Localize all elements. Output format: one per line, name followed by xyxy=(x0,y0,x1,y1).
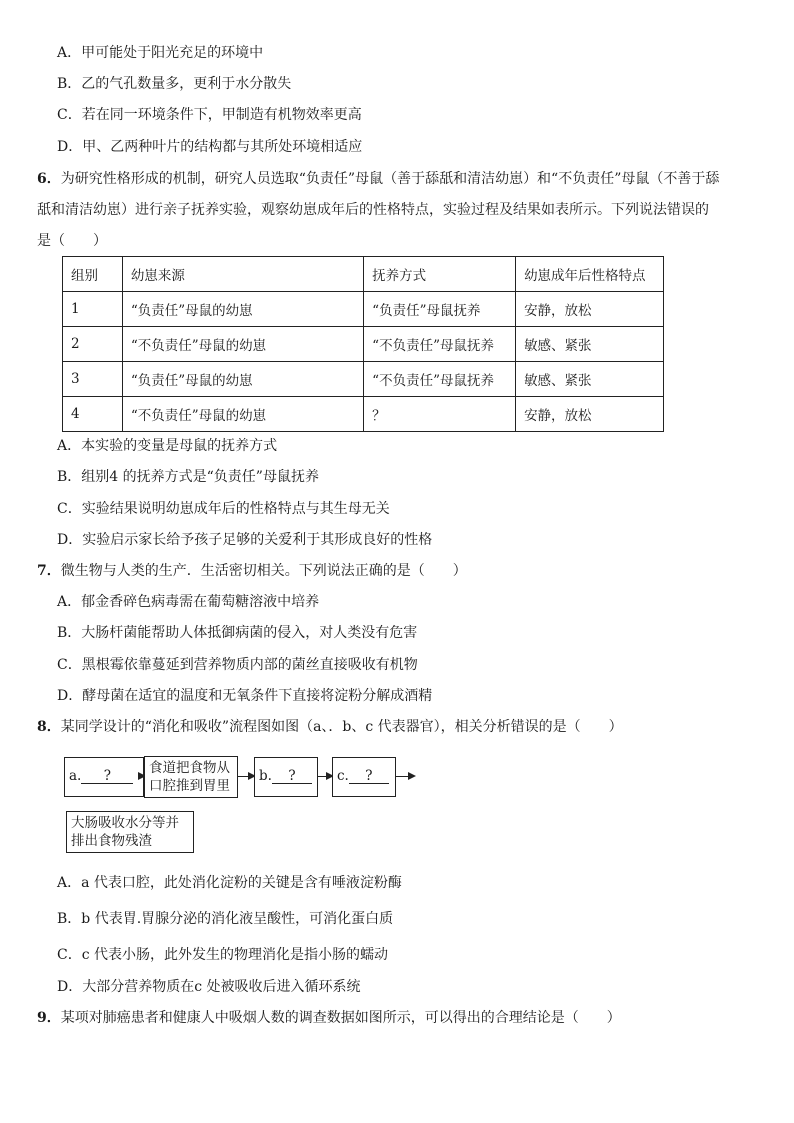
table-row xyxy=(63,327,664,362)
table-cell: “不负责任”母鼠抚养 xyxy=(364,362,516,397)
table-cell: 3 xyxy=(63,362,123,397)
table-cell: “不负责任”母鼠抚养 xyxy=(364,327,516,362)
table-row xyxy=(63,397,664,432)
q8-option-d: D．大部分营养物质在c 处被吸收后进入循环系统 xyxy=(57,979,361,995)
flow-box-b: b. ? xyxy=(254,757,318,797)
table-cell: “负责任”母鼠抚养 xyxy=(364,292,516,327)
q9-number: 9． xyxy=(37,1010,61,1026)
q7-option-d: D．酵母菌在适宜的温度和无氧条件下直接将淀粉分解成酒精 xyxy=(57,688,433,704)
table-cell: 安静，放松 xyxy=(516,397,664,432)
q7-option-a: A．郁金香碎色病毒需在葡萄糖溶液中培养 xyxy=(57,594,320,610)
table-cell: 1 xyxy=(63,292,123,327)
q6-option-d: D．实验启示家长给予孩子足够的关爱利于其形成良好的性格 xyxy=(57,532,433,548)
flow-box-a: a. ? xyxy=(64,757,144,797)
q6-option-c: C．实验结果说明幼崽成年后的性格特点与其生母无关 xyxy=(57,501,390,517)
q6-number: 6． xyxy=(37,171,61,187)
flow-box-colon: 大肠吸收水分等并 排出食物残渣 xyxy=(66,811,194,853)
q6-stem-line1: 6．为研究性格形成的机制，研究人员选取“负责任”母鼠（善于舔舐和清洁幼崽）和“不负责任”母鼠（不善于舔 xyxy=(37,171,720,187)
q6-option-a: A．本实验的变量是母鼠的抚养方式 xyxy=(57,438,278,454)
flow-arrow xyxy=(396,776,414,777)
q5-option-d: D．甲、乙两种叶片的结构都与其所处环境相适应 xyxy=(57,139,363,155)
header-source: 幼崽来源 xyxy=(122,257,363,292)
q8-option-b: B．b 代表胃.胃腺分泌的消化液呈酸性，可消化蛋白质 xyxy=(57,911,394,927)
q6-option-b: B．组别4 的抚养方式是“负责任”母鼠抚养 xyxy=(57,469,319,485)
q8-option-c: C．c 代表小肠，此外发生的物理消化是指小肠的蠕动 xyxy=(57,947,389,963)
flow-box-esophagus: 食道把食物从 口腔推到胃里 xyxy=(144,756,238,798)
table-cell: “负责任”母鼠的幼崽 xyxy=(122,292,363,327)
q6-experiment-table xyxy=(62,256,664,432)
table-cell: 敏感、紧张 xyxy=(516,327,664,362)
q7-option-c: C．黑根霉依靠蔓延到营养物质内部的菌丝直接吸收有机物 xyxy=(57,657,418,673)
header-method: 抚养方式 xyxy=(364,257,516,292)
q5-option-c: C．若在同一环境条件下，甲制造有机物效率更高 xyxy=(57,107,362,123)
table-cell: “不负责任”母鼠的幼崽 xyxy=(122,327,363,362)
q6-stem-line2: 舐和清洁幼崽）进行亲子抚养实验，观察幼崽成年后的性格特点，实验过程及结果如表所示。下列说法错误的 xyxy=(37,202,709,218)
blank-a: ? xyxy=(81,769,133,784)
table-header-row xyxy=(63,257,664,292)
q7-option-b: B．大肠杆菌能帮助人体抵御病菌的侵入，对人类没有危害 xyxy=(57,625,418,641)
table-cell: ？ xyxy=(364,397,516,432)
blank-c: ? xyxy=(349,769,389,784)
flow-arrow xyxy=(238,776,254,777)
table-cell: “负责任”母鼠的幼崽 xyxy=(122,362,363,397)
table-cell: “不负责任”母鼠的幼崽 xyxy=(122,397,363,432)
header-group: 组别 xyxy=(63,257,123,292)
flow-arrow xyxy=(318,776,332,777)
q8-option-a: A．a 代表口腔，此处消化淀粉的关键是含有唾液淀粉酶 xyxy=(57,875,402,891)
q7-number: 7． xyxy=(37,563,61,579)
q5-option-a: A．甲可能处于阳光充足的环境中 xyxy=(57,45,264,61)
flow-box-c: c. ? xyxy=(332,757,396,797)
q7-stem: 7．微生物与人类的生产．生活密切相关。下列说法正确的是（ ） xyxy=(37,563,467,579)
table-cell: 2 xyxy=(63,327,123,362)
header-trait: 幼崽成年后性格特点 xyxy=(516,257,664,292)
table-cell: 安静，放松 xyxy=(516,292,664,327)
table-cell: 4 xyxy=(63,397,123,432)
table-cell: 敏感、紧张 xyxy=(516,362,664,397)
q5-option-b: B．乙的气孔数量多，更利于水分散失 xyxy=(57,76,292,92)
q6-stem-line3: 是（ ） xyxy=(37,233,107,249)
q9-stem: 9．某项对肺癌患者和健康人中吸烟人数的调查数据如图所示，可以得出的合理结论是（ ） xyxy=(37,1010,621,1026)
table-row xyxy=(63,292,664,327)
q8-number: 8． xyxy=(37,719,61,735)
q8-stem: 8．某同学设计的“消化和吸收”流程图如图（a、．b、c 代表器官），相关分析错误的是（ ） xyxy=(37,719,623,735)
table-row xyxy=(63,362,664,397)
blank-b: ? xyxy=(272,769,312,784)
